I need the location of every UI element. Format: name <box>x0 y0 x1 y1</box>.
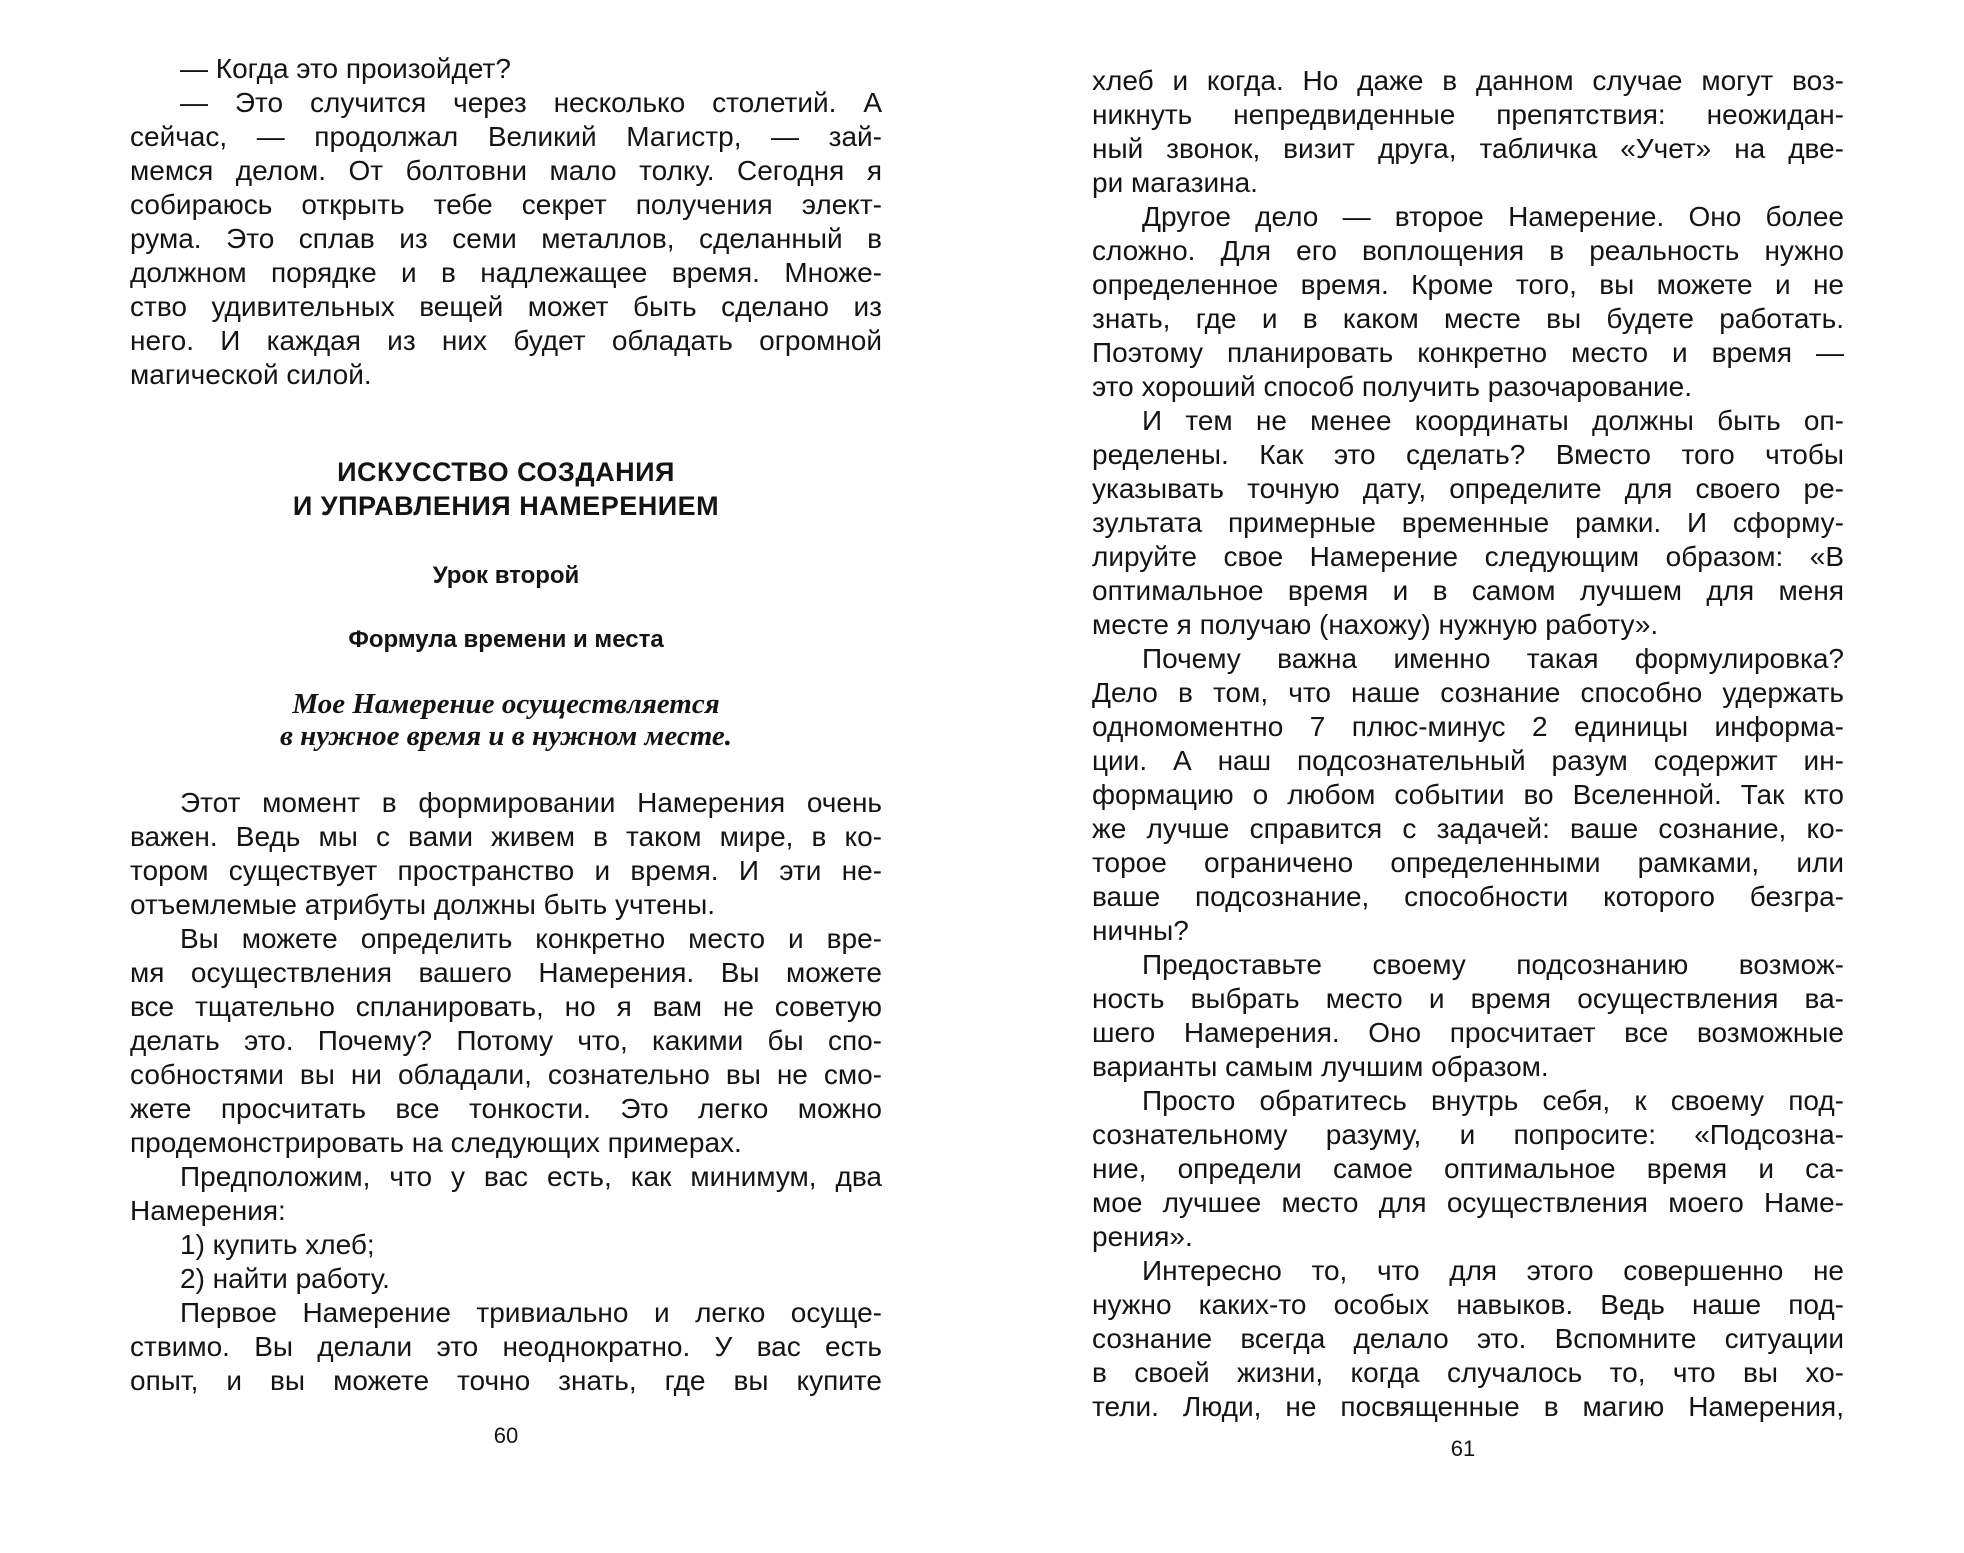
text-line: месте я получаю (нахожу) нужную работу». <box>1092 609 1659 640</box>
page-number: 61 <box>1450 1436 1476 1461</box>
opening-dialogue <box>130 52 882 392</box>
body-text <box>130 786 882 1398</box>
text-line: Предоставьте своему подсознанию возмож- <box>1142 949 1844 980</box>
chapter-title-line-1: ИСКУССТВО СОЗДАНИЯ <box>337 457 675 487</box>
text-line: собностями вы ни обладали, сознательно вы не смо- <box>130 1059 882 1090</box>
text-line: Интересно то, что для этого совершенно не <box>1142 1255 1844 1286</box>
text-line: ничны? <box>1092 915 1189 946</box>
motto-line-1: Мое Намерение осуществляется <box>292 688 720 720</box>
page-number: 60 <box>493 1423 519 1448</box>
text-line: Этот момент в формировании Намерения очень <box>180 787 882 818</box>
text-line: зультата примерные временные рамки. И сформу- <box>1092 507 1844 538</box>
text-line: ределены. Как это сделать? Вместо того чтобы <box>1092 439 1844 470</box>
text-line: Первое Намерение тривиально и легко осуще- <box>180 1297 882 1328</box>
text-line: делать это. Почему? Потому что, какими бы спо- <box>130 1025 882 1056</box>
text-line: тором существует пространство и время. И эти не- <box>130 855 882 886</box>
text-line: рума. Это сплав из семи металлов, сделанный в <box>130 223 882 254</box>
text-line: И тем не менее координаты должны быть оп- <box>1142 405 1844 436</box>
text-line: собираюсь открыть тебе секрет получения элект- <box>130 189 882 220</box>
text-line: нужно каких-то особых навыков. Ведь наше под- <box>1092 1289 1844 1320</box>
text-line: все тщательно спланировать, но я вам не советую <box>130 991 882 1022</box>
text-line: Дело в том, что наше сознание способно удержать <box>1092 677 1844 708</box>
text-line: Почему важна именно такая формулировка? <box>1142 643 1844 674</box>
right-page <box>1092 0 1844 1480</box>
list-item: 2) найти работу. <box>180 1263 390 1294</box>
text-line: никнуть непредвиденные препятствия: неожидан- <box>1092 99 1844 130</box>
text-line: Предположим, что у вас есть, как минимум, два <box>180 1161 882 1192</box>
text-line: мое лучшее место для осуществления моего Наме- <box>1092 1187 1844 1218</box>
chapter-title-line-2: И УПРАВЛЕНИЯ НАМЕРЕНИЕМ <box>292 491 720 521</box>
text-line: одномоментно 7 плюс-минус 2 единицы информа- <box>1092 711 1844 742</box>
text-line: жете просчитать все тонкости. Это легко можно <box>130 1093 882 1124</box>
text-line: лируйте свое Намерение следующим образом: «В <box>1092 541 1844 572</box>
text-line: ствимо. Вы делали это неоднократно. У вас есть <box>130 1331 882 1362</box>
text-line: ции. А наш подсознательный разум содержит ин- <box>1092 745 1844 776</box>
text-line: тели. Люди, не посвященные в магию Намерения, <box>1092 1391 1844 1422</box>
text-line: должном порядке и в надлежащее время. Множе- <box>130 257 882 288</box>
text-line: Просто обратитесь внутрь себя, к своему под- <box>1142 1085 1844 1116</box>
text-line: варианты самым лучшим образом. <box>1092 1051 1549 1082</box>
text-line: шего Намерения. Оно просчитает все возможные <box>1092 1017 1844 1048</box>
text-line: сейчас, — продолжал Великий Магистр, — зай- <box>130 121 882 152</box>
text-line: же лучше справится с задачей: ваше сознание, ко- <box>1092 813 1844 844</box>
text-line: ность выбрать место и время осуществления ва- <box>1092 983 1844 1014</box>
text-line: торое ограничено определенными рамками, или <box>1092 847 1844 878</box>
text-line: — Это случится через несколько столетий. А <box>180 87 882 118</box>
text-line: опыт, и вы можете точно знать, где вы купите <box>130 1365 882 1396</box>
text-line: него. И каждая из них будет обладать огромной <box>130 325 882 356</box>
text-line: определенное время. Кроме того, вы можете и не <box>1092 269 1844 300</box>
text-line: ный звонок, визит друга, табличка «Учет» на две- <box>1092 133 1844 164</box>
text-line: это хороший способ получить разочарование. <box>1092 371 1692 402</box>
text-line: Поэтому планировать конкретно место и время — <box>1092 337 1844 368</box>
text-line: Вы можете определить конкретно место и вре- <box>180 923 882 954</box>
text-line: сознание всегда делало это. Вспомните ситуации <box>1092 1323 1844 1354</box>
section-title: Формула времени и места <box>348 626 664 653</box>
text-line: мемся делом. От болтовни мало толку. Сегодня я <box>130 155 882 186</box>
motto-line-2: в нужное время и в нужном месте. <box>279 720 733 752</box>
text-line: знать, где и в каком месте вы будете работать. <box>1092 303 1844 334</box>
text-line: важен. Ведь мы с вами живем в таком мире, в ко- <box>130 821 882 852</box>
lesson-title: Урок второй <box>432 562 580 589</box>
text-line: рения». <box>1092 1221 1193 1252</box>
text-line: магической силой. <box>130 359 372 390</box>
text-line: отъемлемые атрибуты должны быть учтены. <box>130 889 716 920</box>
text-line: ваше подсознание, способности которого безгра- <box>1092 881 1844 912</box>
text-line: Намерения: <box>130 1195 286 1226</box>
text-line: продемонстрировать на следующих примерах. <box>130 1127 742 1158</box>
text-line: сознательному разуму, и попросите: «Подсозна- <box>1092 1119 1844 1150</box>
text-line: ри магазина. <box>1092 167 1258 198</box>
text-line: оптимальное время и в самом лучшем для меня <box>1092 575 1844 606</box>
text-line: — Когда это произойдет? <box>180 53 511 84</box>
text-line: формацию о любом событии во Вселенной. Так кто <box>1092 779 1844 810</box>
text-line: Другое дело — второе Намерение. Оно более <box>1142 201 1844 232</box>
text-line: ние, определи самое оптимальное время и са- <box>1092 1153 1844 1184</box>
left-page <box>130 0 882 1470</box>
body-text <box>1092 64 1844 1424</box>
text-line: хлеб и когда. Но даже в данном случае могут воз- <box>1092 65 1844 96</box>
text-line: ство удивительных вещей может быть сделано из <box>130 291 882 322</box>
list-item: 1) купить хлеб; <box>180 1229 375 1260</box>
text-line: сложно. Для его воплощения в реальность нужно <box>1092 235 1844 266</box>
text-line: в своей жизни, когда случалось то, что вы хо- <box>1092 1357 1844 1388</box>
text-line: мя осуществления вашего Намерения. Вы можете <box>130 957 882 988</box>
text-line: указывать точную дату, определите для своего ре- <box>1092 473 1844 504</box>
